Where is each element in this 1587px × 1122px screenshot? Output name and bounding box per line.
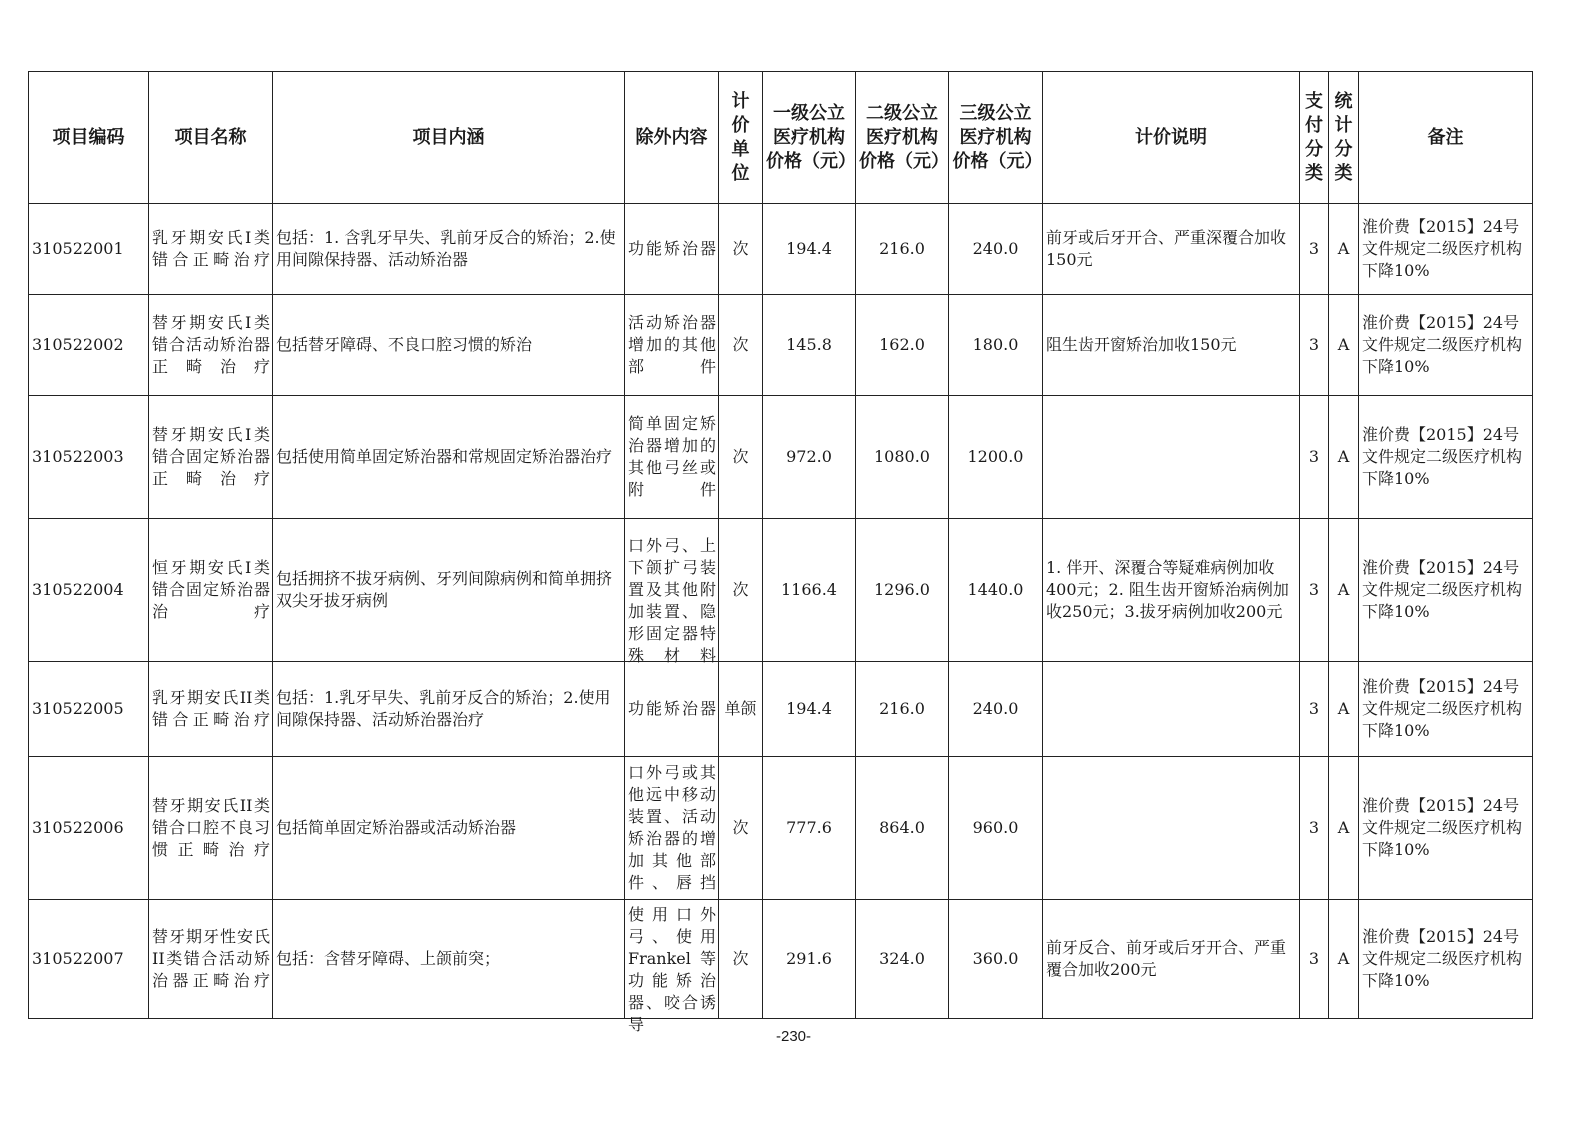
row-note: 淮价费【2015】24号文件规定二级医疗机构下降10% xyxy=(1362,425,1523,488)
header-code: 项目编码 xyxy=(29,72,149,204)
row-code: 310522005 xyxy=(32,699,124,718)
row-unit: 次 xyxy=(732,239,749,258)
row-stat: A xyxy=(1337,580,1350,599)
row-code: 310522004 xyxy=(32,580,124,599)
row-price3: 1200.0 xyxy=(967,447,1024,466)
row-code: 310522002 xyxy=(32,335,124,354)
row-price1: 972.0 xyxy=(786,447,832,466)
header-exclude: 除外内容 xyxy=(625,72,719,204)
row-price3: 240.0 xyxy=(972,699,1019,718)
table-row xyxy=(29,662,1533,757)
row-content: 包括使用简单固定矫治器和常规固定矫治器治疗 xyxy=(276,447,613,466)
table-row xyxy=(29,757,1533,900)
header-note: 备注 xyxy=(1359,72,1533,204)
row-stat: A xyxy=(1337,818,1350,837)
row-content: 包括：1.乳牙早失、乳前牙反合的矫治；2.使用间隙保持器、活动矫治器治疗 xyxy=(276,688,611,729)
row-note: 淮价费【2015】24号文件规定二级医疗机构下降10% xyxy=(1362,927,1523,990)
row-exclude: 口外弓或其他远中移动装置、活动矫治器的增加其他部件、唇挡 xyxy=(628,763,716,892)
row-pay: 3 xyxy=(1308,239,1320,258)
row-content: 包括：1. 含乳牙早失、乳前牙反合的矫治；2.使用间隙保持器、活动矫治器 xyxy=(276,228,616,269)
row-exclude: 功能矫治器 xyxy=(628,699,716,718)
row-price2: 162.0 xyxy=(879,335,925,354)
page-number: -230- xyxy=(775,1028,812,1045)
table-row xyxy=(29,295,1533,396)
row-name: 乳牙期安氏II类错合正畸治疗 xyxy=(152,688,270,729)
row-unit: 次 xyxy=(732,818,749,837)
row-stat: A xyxy=(1337,949,1350,968)
row-name: 乳牙期安氏I类错合正畸治疗 xyxy=(152,228,270,269)
row-price3: 180.0 xyxy=(972,335,1019,354)
header-price3: 三级公立医疗机构价格（元） xyxy=(952,102,1043,172)
row-price2: 1080.0 xyxy=(874,447,930,466)
row-stat: A xyxy=(1337,699,1350,718)
row-pay: 3 xyxy=(1308,818,1320,837)
row-unit: 次 xyxy=(732,580,749,599)
row-pay: 3 xyxy=(1308,335,1320,354)
row-desc: 阻生齿开窗矫治加收150元 xyxy=(1046,335,1237,354)
row-exclude: 口外弓、上下颌扩弓装置及其他附加装置、隐形固定器特殊材料 xyxy=(628,536,716,665)
table-row xyxy=(29,900,1533,1019)
row-code: 310522006 xyxy=(32,818,124,837)
row-price1: 194.4 xyxy=(786,699,832,718)
row-code: 310522001 xyxy=(32,239,124,258)
header-row xyxy=(29,72,1533,204)
row-price1: 194.4 xyxy=(786,239,832,258)
row-price1: 777.6 xyxy=(786,818,832,837)
row-content: 包括：含替牙障碍、上颌前突； xyxy=(276,949,501,968)
row-price2: 216.0 xyxy=(879,239,925,258)
row-unit: 次 xyxy=(732,949,749,968)
table-row xyxy=(29,519,1533,662)
row-pay: 3 xyxy=(1308,447,1320,466)
row-desc: 1. 伴开、深覆合等疑难病例加收400元；2. 阻生齿开窗矫治病例加收250元；3.拔牙病例加收200元 xyxy=(1046,558,1289,621)
header-price1: 一级公立医疗机构价格（元） xyxy=(766,102,856,172)
row-pay: 3 xyxy=(1308,699,1320,718)
row-content: 包括替牙障碍、不良口腔习惯的矫治 xyxy=(276,335,533,354)
header-price2: 二级公立医疗机构价格（元） xyxy=(859,102,949,172)
row-price3: 960.0 xyxy=(972,818,1019,837)
row-price3: 1440.0 xyxy=(967,580,1024,599)
header-unit: 计价单位 xyxy=(731,90,750,184)
row-desc: 前牙或后牙开合、严重深覆合加收150元 xyxy=(1046,228,1287,269)
row-exclude: 功能矫治器 xyxy=(628,239,716,258)
row-name: 恒牙期安氏I类错合固定矫治器治疗 xyxy=(152,558,270,621)
row-price3: 360.0 xyxy=(972,949,1019,968)
row-price2: 864.0 xyxy=(879,818,925,837)
row-exclude: 使用口外弓、使用Frankel等功能矫治器、咬合诱导 xyxy=(628,905,716,1034)
header-content: 项目内涵 xyxy=(273,72,625,204)
row-pay: 3 xyxy=(1308,949,1320,968)
row-unit: 次 xyxy=(732,335,749,354)
row-content: 包括拥挤不拔牙病例、牙列间隙病例和简单拥挤双尖牙拔牙病例 xyxy=(276,569,613,610)
row-price2: 216.0 xyxy=(879,699,925,718)
row-note: 淮价费【2015】24号文件规定二级医疗机构下降10% xyxy=(1362,677,1523,740)
header-desc: 计价说明 xyxy=(1043,72,1300,204)
row-stat: A xyxy=(1337,335,1350,354)
row-price3: 240.0 xyxy=(972,239,1019,258)
row-unit: 单颌 xyxy=(724,699,757,718)
row-price2: 1296.0 xyxy=(874,580,930,599)
row-price2: 324.0 xyxy=(879,949,925,968)
row-price1: 145.8 xyxy=(786,335,832,354)
row-stat: A xyxy=(1337,239,1350,258)
price-table xyxy=(28,71,1533,1034)
row-unit: 次 xyxy=(732,447,749,466)
table-row xyxy=(29,396,1533,519)
row-name: 替牙期牙性安氏II类错合活动矫治器正畸治疗 xyxy=(152,927,270,990)
row-note: 淮价费【2015】24号文件规定二级医疗机构下降10% xyxy=(1362,796,1523,859)
row-name: 替牙期安氏I类错合活动矫治器正畸治疗 xyxy=(152,313,270,376)
row-pay: 3 xyxy=(1308,580,1320,599)
row-code: 310522003 xyxy=(32,447,124,466)
row-name: 替牙期安氏I类错合固定矫治器正畸治疗 xyxy=(152,425,270,488)
row-name: 替牙期安氏II类错合口腔不良习惯正畸治疗 xyxy=(152,796,270,859)
row-note: 淮价费【2015】24号文件规定二级医疗机构下降10% xyxy=(1362,313,1523,376)
row-desc: 前牙反合、前牙或后牙开合、严重覆合加收200元 xyxy=(1046,938,1287,979)
row-price1: 291.6 xyxy=(786,949,832,968)
row-note: 淮价费【2015】24号文件规定二级医疗机构下降10% xyxy=(1362,558,1523,621)
row-stat: A xyxy=(1337,447,1350,466)
row-note: 淮价费【2015】24号文件规定二级医疗机构下降10% xyxy=(1362,217,1523,280)
header-pay: 支付分类 xyxy=(1305,90,1323,184)
row-price1: 1166.4 xyxy=(781,580,837,599)
header-name: 项目名称 xyxy=(149,72,273,204)
row-exclude: 简单固定矫治器增加的其他弓丝或附件 xyxy=(628,414,716,499)
row-content: 包括简单固定矫治器或活动矫治器 xyxy=(276,818,517,837)
row-exclude: 活动矫治器增加的其他部件 xyxy=(628,313,716,376)
row-code: 310522007 xyxy=(32,949,124,968)
table-row xyxy=(29,204,1533,295)
header-stat: 统计分类 xyxy=(1334,90,1353,184)
